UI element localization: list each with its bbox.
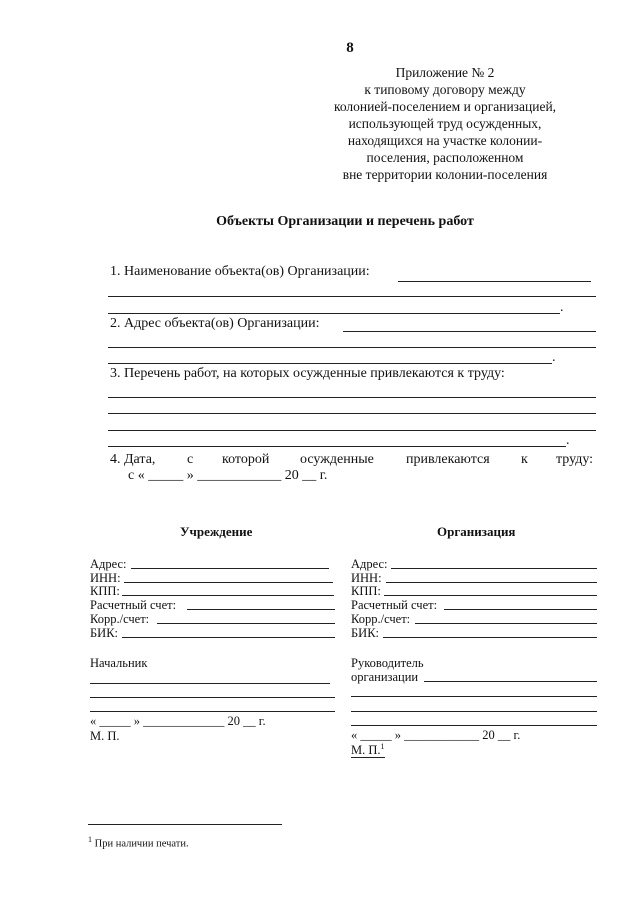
appendix-line: использующей труд осужденных, bbox=[348, 116, 542, 131]
appendix-line: поселения, расположенном bbox=[366, 150, 524, 165]
institution-head-line[interactable] bbox=[90, 711, 335, 712]
institution-bik-field[interactable] bbox=[122, 637, 335, 638]
institution-address-field[interactable] bbox=[131, 568, 329, 569]
organization-head-line[interactable] bbox=[351, 725, 597, 726]
footnote-separator bbox=[88, 824, 282, 825]
item-3-label: 3. Перечень работ, на которых осужденные привлекаются к труду: bbox=[110, 366, 505, 381]
appendix-line: Приложение № 2 bbox=[395, 65, 495, 80]
organization-head-line[interactable] bbox=[424, 681, 597, 682]
item-3-line[interactable] bbox=[108, 413, 596, 414]
item-3-line[interactable] bbox=[108, 446, 566, 447]
institution-corr-label: Корр./счет: bbox=[90, 612, 150, 626]
institution-corr-field[interactable] bbox=[157, 623, 335, 624]
organization-bik-label: БИК: bbox=[351, 626, 380, 640]
institution-kpp-field[interactable] bbox=[122, 595, 334, 596]
item-1-dot: . bbox=[560, 300, 564, 315]
organization-account-label: Расчетный счет: bbox=[351, 598, 438, 612]
item-2-label: 2. Адрес объекта(ов) Организации: bbox=[110, 316, 320, 331]
item-4-word: которой bbox=[222, 452, 270, 467]
appendix-line: к типовому договору между bbox=[364, 82, 526, 97]
item-4-word: осужденные bbox=[300, 452, 374, 467]
organization-head-line[interactable] bbox=[351, 711, 597, 712]
item-1-line[interactable] bbox=[398, 281, 591, 282]
item-1-label: 1. Наименование объекта(ов) Организации: bbox=[110, 264, 370, 279]
stamp-underline bbox=[351, 757, 385, 758]
organization-bik-field[interactable] bbox=[383, 637, 597, 638]
institution-head-line[interactable] bbox=[90, 697, 335, 698]
page-number: 8 bbox=[346, 40, 354, 56]
footnote-mark: 1 bbox=[380, 742, 385, 751]
organization-inn-label: ИНН: bbox=[351, 571, 382, 585]
item-4-date: с « _____ » ____________ 20 __ г. bbox=[128, 468, 328, 483]
organization-corr-field[interactable] bbox=[415, 623, 597, 624]
item-1-line[interactable] bbox=[108, 313, 560, 314]
organization-inn-field[interactable] bbox=[386, 582, 597, 583]
institution-stamp: М. П. bbox=[90, 729, 120, 743]
institution-head-label: Начальник bbox=[90, 656, 148, 670]
item-2-line[interactable] bbox=[108, 363, 552, 364]
organization-stamp-text: М. П. bbox=[351, 743, 381, 758]
organization-head-line[interactable] bbox=[351, 696, 597, 697]
footnote-text: При наличии печати. bbox=[94, 838, 189, 850]
organization-date: « _____ » ____________ 20 __ г. bbox=[351, 728, 521, 742]
institution-head-line[interactable] bbox=[90, 683, 330, 684]
institution-inn-label: ИНН: bbox=[90, 571, 121, 585]
organization-title: Организация bbox=[437, 524, 516, 539]
document-title: Объекты Организации и перечень работ bbox=[216, 214, 474, 229]
organization-head-label: организации bbox=[351, 670, 419, 684]
institution-bik-label: БИК: bbox=[90, 626, 119, 640]
item-1-line[interactable] bbox=[108, 296, 596, 297]
organization-head-label: Руководитель bbox=[351, 656, 424, 670]
item-4-word: к bbox=[521, 452, 528, 467]
item-4-word: с bbox=[187, 452, 194, 467]
institution-address-label: Адрес: bbox=[90, 557, 127, 571]
institution-inn-field[interactable] bbox=[124, 582, 333, 583]
item-4-word: привлекаются bbox=[406, 452, 490, 467]
item-3-line[interactable] bbox=[108, 397, 596, 398]
institution-date: « _____ » _____________ 20 __ г. bbox=[90, 714, 266, 728]
appendix-line: находящихся на участке колонии- bbox=[347, 133, 543, 148]
institution-kpp-label: КПП: bbox=[90, 584, 120, 598]
appendix-header bbox=[325, 64, 565, 183]
item-2-dot: . bbox=[552, 350, 556, 365]
item-3-dot: . bbox=[566, 433, 570, 448]
item-2-line[interactable] bbox=[108, 347, 596, 348]
appendix-line: вне территории колонии-поселения bbox=[342, 167, 548, 182]
institution-account-field[interactable] bbox=[187, 609, 335, 610]
footnote bbox=[88, 835, 189, 850]
organization-kpp-label: КПП: bbox=[351, 584, 381, 598]
organization-kpp-field[interactable] bbox=[384, 595, 597, 596]
organization-address-field[interactable] bbox=[391, 568, 597, 569]
institution-title: Учреждение bbox=[180, 524, 253, 539]
organization-address-label: Адрес: bbox=[351, 557, 388, 571]
organization-account-field[interactable] bbox=[444, 609, 597, 610]
institution-account-label: Расчетный счет: bbox=[90, 598, 177, 612]
item-3-line[interactable] bbox=[108, 430, 596, 431]
footnote-mark: 1 bbox=[88, 835, 92, 844]
organization-corr-label: Корр./счет: bbox=[351, 612, 411, 626]
appendix-line: колонией-поселением и организацией, bbox=[333, 99, 557, 114]
item-2-line[interactable] bbox=[343, 331, 596, 332]
item-4-word: труду: bbox=[556, 452, 594, 467]
item-4-word: 4. Дата, bbox=[110, 452, 156, 467]
organization-stamp bbox=[351, 742, 385, 758]
